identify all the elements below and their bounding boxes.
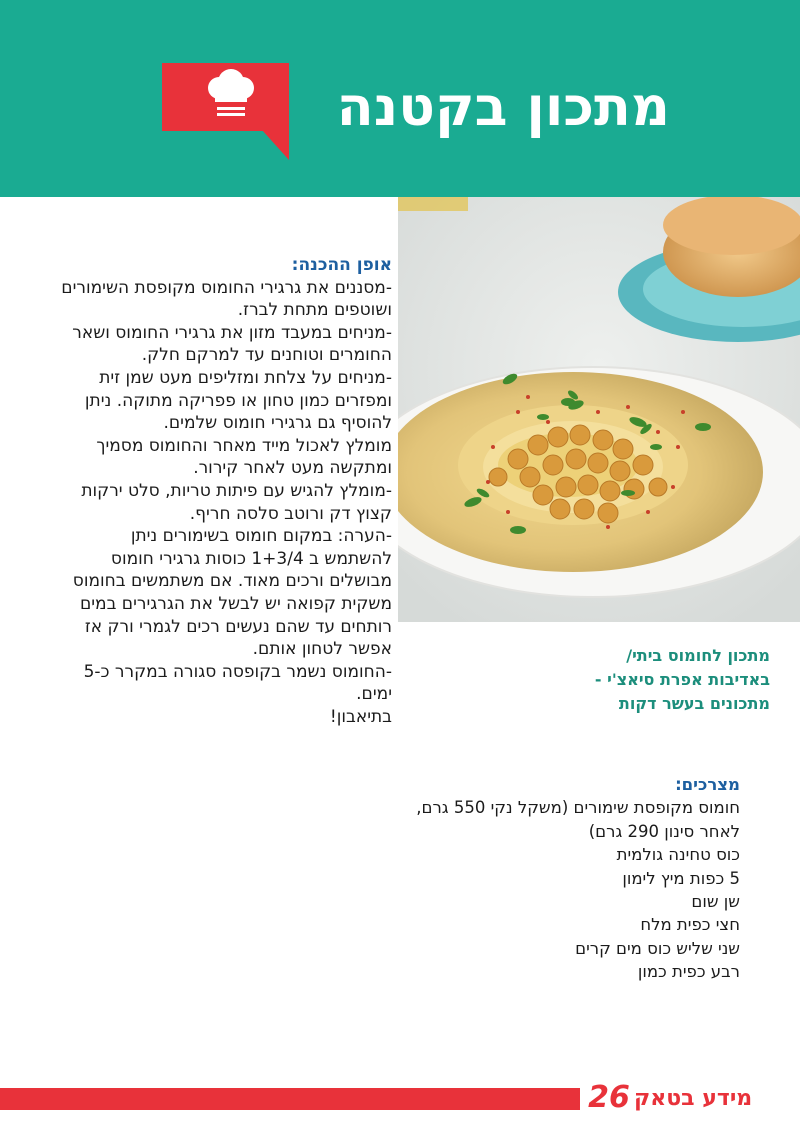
photo-caption xyxy=(560,644,770,716)
ingredient-item: שן שום xyxy=(691,892,740,912)
ingredients-title: מצרכים: xyxy=(675,775,740,794)
method-line: משקית קפואה יש לבשל את הגרגירים במים xyxy=(79,593,392,614)
caption-line: מתכון לחומוס ביתי/ xyxy=(626,646,770,665)
method-title: אופן ההכנה: xyxy=(291,255,392,275)
ingredients-section xyxy=(400,773,740,984)
method-line: קצוץ דק ורוטב סלסה חריף. xyxy=(189,503,392,524)
footer-bar xyxy=(0,1088,580,1110)
caption-line: מתכונים בעשר דקות xyxy=(618,694,770,713)
ingredient-item: כוס טחינה גולמית xyxy=(616,845,740,865)
method-line: להשתמש ב 1+3/4 כוסות גרגירי חומוס xyxy=(110,548,392,569)
ingredient-item: חומוס מקופסת שימורים (משקל נקי 550 גרם, xyxy=(416,798,740,818)
method-line: -מומלץ להגיש עם פיתות טריות, סלט ירקות xyxy=(81,480,392,501)
method-line: בתיאבון! xyxy=(329,706,392,727)
method-line: -מסננים את גרגירי החומוס מקופסת השימורים xyxy=(61,277,392,298)
ingredient-item: לאחר סינון 290 גרם) xyxy=(588,821,740,841)
caption-line: באדיבות אפרת סיאצ'י - xyxy=(594,670,770,689)
method-line: רותחים עד שהם נעשים רכים לגמרי ורק אז xyxy=(84,616,392,637)
method-line: ומפזרים כמון טחון או פפריקה מתוקה. ניתן xyxy=(84,390,392,411)
ingredient-item: רבע כפית כמון xyxy=(637,962,740,982)
method-line: -הערה: במקום חומוס בשימורים ניתן xyxy=(130,526,392,547)
chef-hat-icon xyxy=(203,66,259,126)
method-line: אפשר לטחון אותם. xyxy=(252,639,392,660)
method-line: ומתקשה מעט לאחר קירור. xyxy=(193,458,392,479)
page-title: מתכון בקטנה xyxy=(336,75,670,138)
footer-brand: מידע בטאק xyxy=(634,1086,753,1111)
ingredient-item: חצי כפית מלח xyxy=(640,915,740,935)
method-line: להוסיף גם גרגירי חומוס שלמים. xyxy=(163,413,392,434)
ingredient-item: שני שליש כוס מים קרים xyxy=(575,938,740,958)
page-number: 26 xyxy=(588,1080,630,1115)
method-line: -מניחים על צלחת ומזליפים מעט שמן זית xyxy=(99,367,392,388)
method-line: החומרים וטוחנים עד למרקם חלק. xyxy=(141,345,392,366)
method-line: מבושלים ורכים מאוד. אם משתמשים בחומוס xyxy=(72,571,392,592)
method-line: -מניחים במעבד מזון את גרגירי החומוס ושאר xyxy=(72,322,392,343)
ingredient-item: 5 כפות מיץ לימון xyxy=(622,868,740,888)
method-line: -החומוס נשמר בקופסה סגורה במקרר כ-5 xyxy=(83,661,392,682)
method-section xyxy=(16,254,392,728)
hummus-plate-photo xyxy=(398,197,800,622)
method-line: מומלץ לאכול מייד מאחר והחומוס מסמיך xyxy=(96,435,392,456)
method-line: ושוטפים מתחת לברז. xyxy=(237,300,392,321)
method-line: ימים. xyxy=(356,684,392,705)
